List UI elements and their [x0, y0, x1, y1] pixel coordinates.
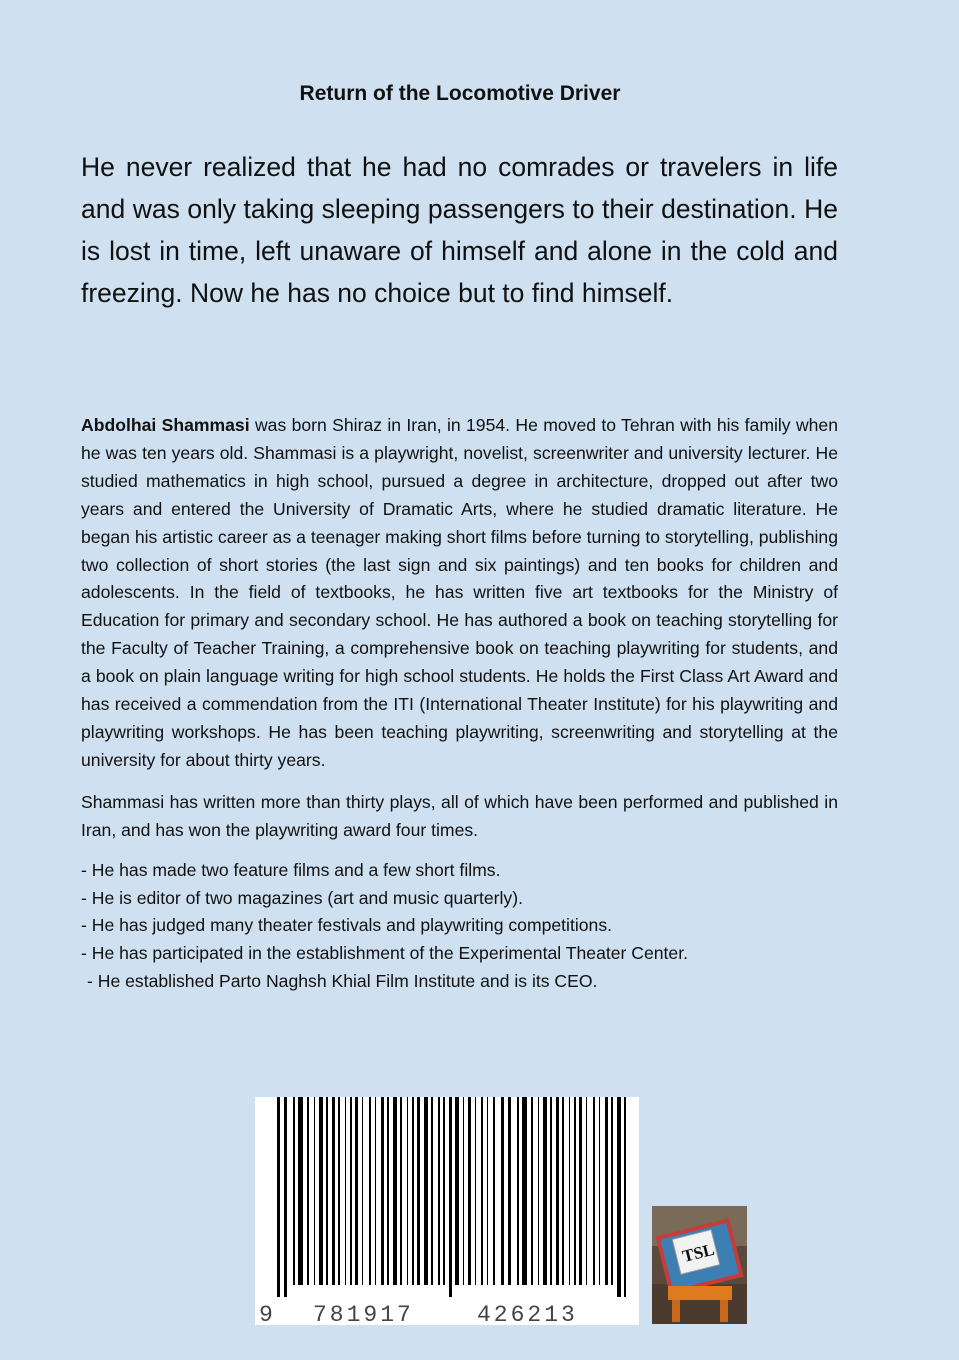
- bio-paragraph-1-text: was born Shiraz in Iran, in 1954. He moved to Tehran with his family when he was ten years old. Shammasi is a playwright, novelist, screenwriter and university lecturer. He studied mathematics in high school, pursued a degree in architecture, dropped out after two years and entered the University of Dramatic Arts, where he studied dramatic literature. He began his artistic career as a teenager making short films before turning to storytelling, publishing two collection of short stories (the last sign and six paintings) and ten books for children and adolescents. In the field of textbooks, he has written five art textbooks for the Ministry of Education for primary and secondary school. He has authored a book on teaching storytelling for the Faculty of Teacher Training, a comprehensive book on teaching playwriting for students, and a book on plain language writing for high school students. He holds the First Class Art Award and has received a commendation from the ITI (International Theater Institute) for his playwriting and playwriting workshops. He has been teaching playwriting, screenwriting and storytelling at the university for about thirty years.: [81, 415, 839, 770]
- barcode-bar: [350, 1097, 352, 1285]
- barcode-graphic: [255, 1097, 639, 1325]
- barcode-bar: [355, 1097, 358, 1285]
- barcode-bar: [538, 1097, 539, 1285]
- barcode-bar: [487, 1097, 488, 1285]
- barcode-bar: [599, 1097, 600, 1285]
- barcode-bar: [449, 1097, 452, 1297]
- barcode-bar: [293, 1097, 295, 1285]
- barcode-bar: [517, 1097, 519, 1285]
- barcode-bar: [345, 1097, 346, 1285]
- barcode-bar: [362, 1097, 363, 1285]
- barcode-bar: [338, 1097, 340, 1285]
- list-item: - He has participated in the establishment of the Experimental Theater Center.: [81, 943, 688, 964]
- barcode-bar: [400, 1097, 402, 1285]
- achievements-list: [81, 857, 838, 997]
- barcode-bar: [438, 1097, 440, 1285]
- list-item: - He is editor of two magazines (art and music quarterly).: [81, 887, 523, 908]
- barcode-bar: [562, 1097, 564, 1285]
- barcode-bar: [481, 1097, 483, 1285]
- barcode-bar: [605, 1097, 608, 1285]
- barcode-bar: [468, 1097, 471, 1285]
- barcode-bar: [375, 1097, 376, 1285]
- barcode-bar: [508, 1097, 511, 1285]
- bio-paragraph-1: [81, 412, 838, 775]
- publisher-logo-image: [652, 1206, 747, 1324]
- barcode-bar: [307, 1097, 309, 1285]
- list-item: - He has judged many theater festivals and playwriting competitions.: [81, 915, 613, 936]
- barcode-bar: [407, 1097, 408, 1285]
- barcode-bar: [574, 1097, 576, 1285]
- list-item: - He established Parto Naghsh Khial Film Institute and is its CEO.: [87, 971, 598, 992]
- barcode-bar: [531, 1097, 533, 1285]
- barcode-bar: [617, 1097, 621, 1297]
- barcode-bar: [387, 1097, 389, 1285]
- barcode-bar: [319, 1097, 323, 1285]
- barcode-bar: [493, 1097, 495, 1285]
- barcode-bar: [579, 1097, 582, 1285]
- barcode-bar: [550, 1097, 552, 1285]
- barcode-bar: [277, 1097, 280, 1297]
- barcode-bar: [501, 1097, 504, 1285]
- barcode-digits-right: 426213: [477, 1302, 578, 1325]
- barcode-bar: [298, 1097, 303, 1285]
- barcode-bar: [443, 1097, 445, 1285]
- barcode-bar: [593, 1097, 595, 1285]
- bio-paragraph-2: Shammasi has written more than thirty plays, all of which have been performed and published in Iran, and has won the playwriting award four times.: [81, 791, 838, 840]
- barcode-bar: [369, 1097, 371, 1285]
- book-title: Return of the Locomotive Driver: [299, 82, 621, 105]
- barcode-bar: [569, 1097, 570, 1285]
- author-name: Abdolhai Shammasi: [81, 415, 250, 435]
- list-item: - He has made two feature films and a few short films.: [81, 859, 501, 880]
- barcode-bar: [556, 1097, 559, 1285]
- logo-text: TSL: [680, 1239, 717, 1267]
- barcode-digits-left: 781917: [313, 1302, 414, 1325]
- barcode-bar: [463, 1097, 464, 1285]
- barcode-bar: [624, 1097, 626, 1297]
- barcode-bar: [431, 1097, 433, 1285]
- author-bio: [81, 412, 838, 996]
- barcode-bar: [611, 1097, 613, 1285]
- barcode-bar: [332, 1097, 335, 1285]
- publisher-logo: [652, 1206, 747, 1324]
- barcode-bar: [381, 1097, 384, 1285]
- barcode-bar: [455, 1097, 459, 1285]
- barcode-bar: [314, 1097, 315, 1285]
- barcode-bar: [522, 1097, 527, 1285]
- isbn-barcode: [255, 1097, 639, 1325]
- barcode-bar: [475, 1097, 476, 1285]
- barcode-digit-first: 9: [259, 1302, 273, 1325]
- barcode-bar: [393, 1097, 397, 1285]
- barcode-bar: [284, 1097, 287, 1297]
- barcode-bar: [586, 1097, 587, 1285]
- barcode-bar: [543, 1097, 547, 1285]
- barcode-bar: [326, 1097, 328, 1285]
- barcode-bar: [424, 1097, 428, 1285]
- barcode-bar: [417, 1097, 420, 1285]
- book-blurb: He never realized that he had no comrades or travelers in life and was only taking sleeping passengers to their destination. He is lost in time, left unaware of himself and alone in the cold and freezing. Now he has no choice but to find himself.: [81, 152, 838, 308]
- barcode-bar: [412, 1097, 414, 1285]
